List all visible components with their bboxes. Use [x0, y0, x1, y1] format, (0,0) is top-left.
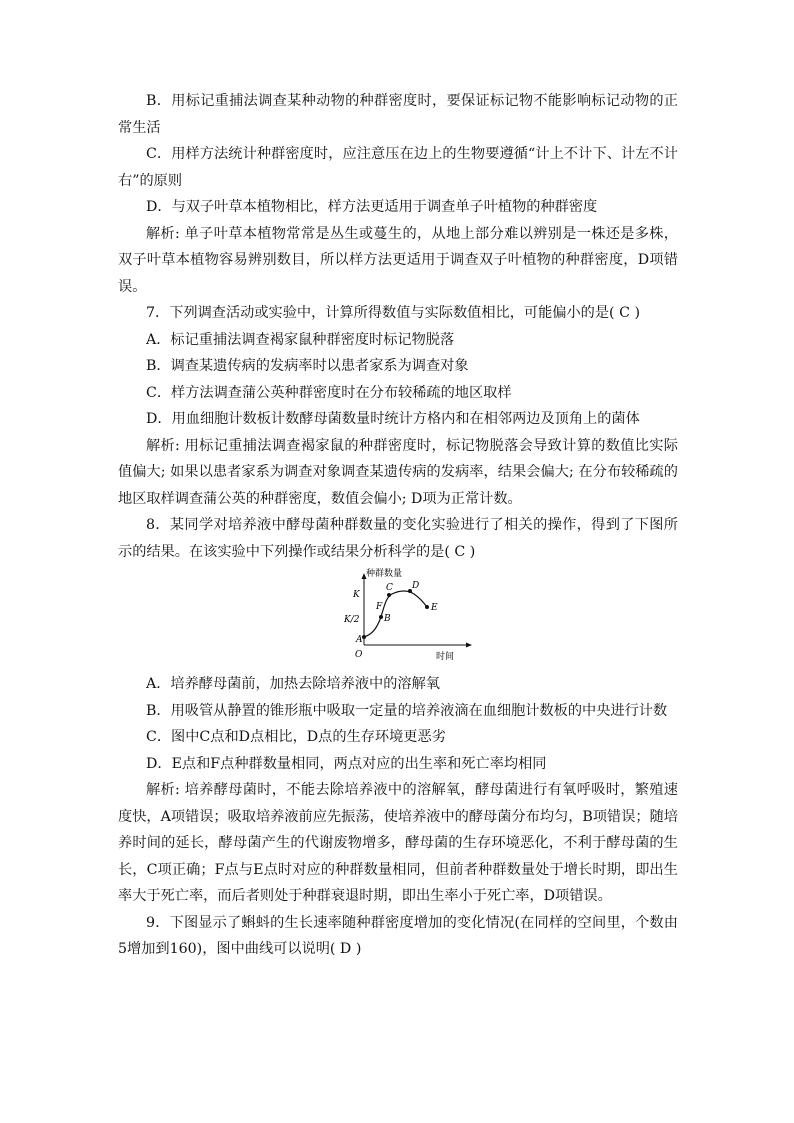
explanation-8: 解析: 培养酵母菌时，不能去除培养液中的溶解氧，酵母菌进行有氧呼吸时，繁殖速度快，A项错误；吸取培养液前应先振荡，使培养液中的酵母菌分布均匀，B项错误；随培养时间的延长，酵母菌产生的代谢废物增多，酵母菌的生存环境恶化，不利于酵母菌的生长，C项正确；F点与E点时对应的种群数量相同，但前者种群数量处于增长时期，即出生率大于死亡率，而后者则处于种群衰退时期，即出生率小于死亡率，D项错误。 [118, 782, 678, 904]
q7-option-a: A．标记重捕法调查褐家鼠种群密度时标记物脱落 [146, 331, 455, 348]
k-half-label: K/2 [344, 615, 360, 625]
label-b: B [384, 614, 391, 624]
q7-option-c: C．样方法调查蒲公英种群密度时在分布较稀疏的地区取样 [146, 384, 512, 401]
label-e: E [431, 603, 438, 613]
q7-option-d: D．用血细胞计数板计数酵母菌数量时统计方格内和在相邻两边及顶角上的菌体 [146, 411, 640, 427]
point-b [379, 615, 383, 619]
document-page [118, 88, 678, 963]
x-axis-arrow [466, 643, 472, 648]
k-label: K [353, 590, 360, 600]
origin-label: O [355, 650, 363, 660]
q8-option-c: C．图中C点和D点相比，D点的生存环境更恶劣 [146, 729, 446, 745]
question-9: 9．下图显示了蝌蚪的生长速率随种群密度增加的变化情况(在同样的空间里，个数由5增加到160)，图中曲线可以说明( D ) [118, 914, 678, 957]
population-growth-figure [118, 567, 678, 667]
option-b: B．用标记重捕法调查某种动物的种群密度时，要保证标记物不能影响标记动物的正常生活 [118, 93, 678, 136]
label-c: C [386, 583, 393, 593]
label-d: D [412, 581, 420, 591]
question-7: 7．下列调查活动或实验中，计算所得数值与实际数值相比，可能偏小的是( C ) [146, 305, 640, 321]
explanation-6: 解析: 单子叶草本植物常常是丛生或蔓生的，从地上部分难以辨别是一株还是多株，双子叶草本植物容易辨别数目，所以样方法更适用于调查双子叶植物的种群密度，D项错误。 [118, 225, 678, 295]
explanation-7: 解析: 用标记重捕法调查褐家鼠的种群密度时，标记物脱落会导致计算的数值比实际值偏大; 如果以患者家系为调查对象调查某遗传病的发病率，结果会偏大; 在分布较稀疏的地区取样调查蒲公英的种群密度，数值会偏小; D项为正常计数。 [118, 437, 678, 507]
option-d: D．与双子叶草本植物相比，样方法更适用于调查单子叶植物的种群密度 [146, 199, 598, 215]
x-axis-label: 时间 [436, 652, 455, 662]
q8-option-b: B．用吸管从静置的锥形瓶中吸取一定量的培养液滴在血细胞计数板的中央进行计数 [146, 702, 668, 719]
point-e [425, 605, 429, 609]
q8-option-a: A．培养酵母菌前，加热去除培养液中的溶解氧 [146, 676, 440, 692]
q8-option-d: D．E点和F点种群数量相同，两点对应的出生率和死亡率均相同 [146, 755, 547, 772]
growth-curve-svg [344, 567, 474, 667]
q7-option-b: B．调查某遗传病的发病率时以患者家系为调查对象 [146, 358, 469, 374]
y-axis-label: 种群数量 [366, 569, 403, 579]
point-c [387, 593, 391, 597]
question-8: 8．某同学对培养液中酵母菌种群数量的变化实验进行了相关的操作，得到了下图所示的结果。在该实验中下列操作或结果分析科学的是( C ) [118, 517, 678, 560]
label-a: A [356, 635, 363, 645]
label-f: F [376, 602, 383, 612]
option-c: C．用样方法统计种群密度时，应注意压在边上的生物要遵循“计上不计下、计左不计右”的原则 [118, 146, 678, 189]
growth-curve [364, 591, 427, 637]
point-a [362, 635, 366, 639]
